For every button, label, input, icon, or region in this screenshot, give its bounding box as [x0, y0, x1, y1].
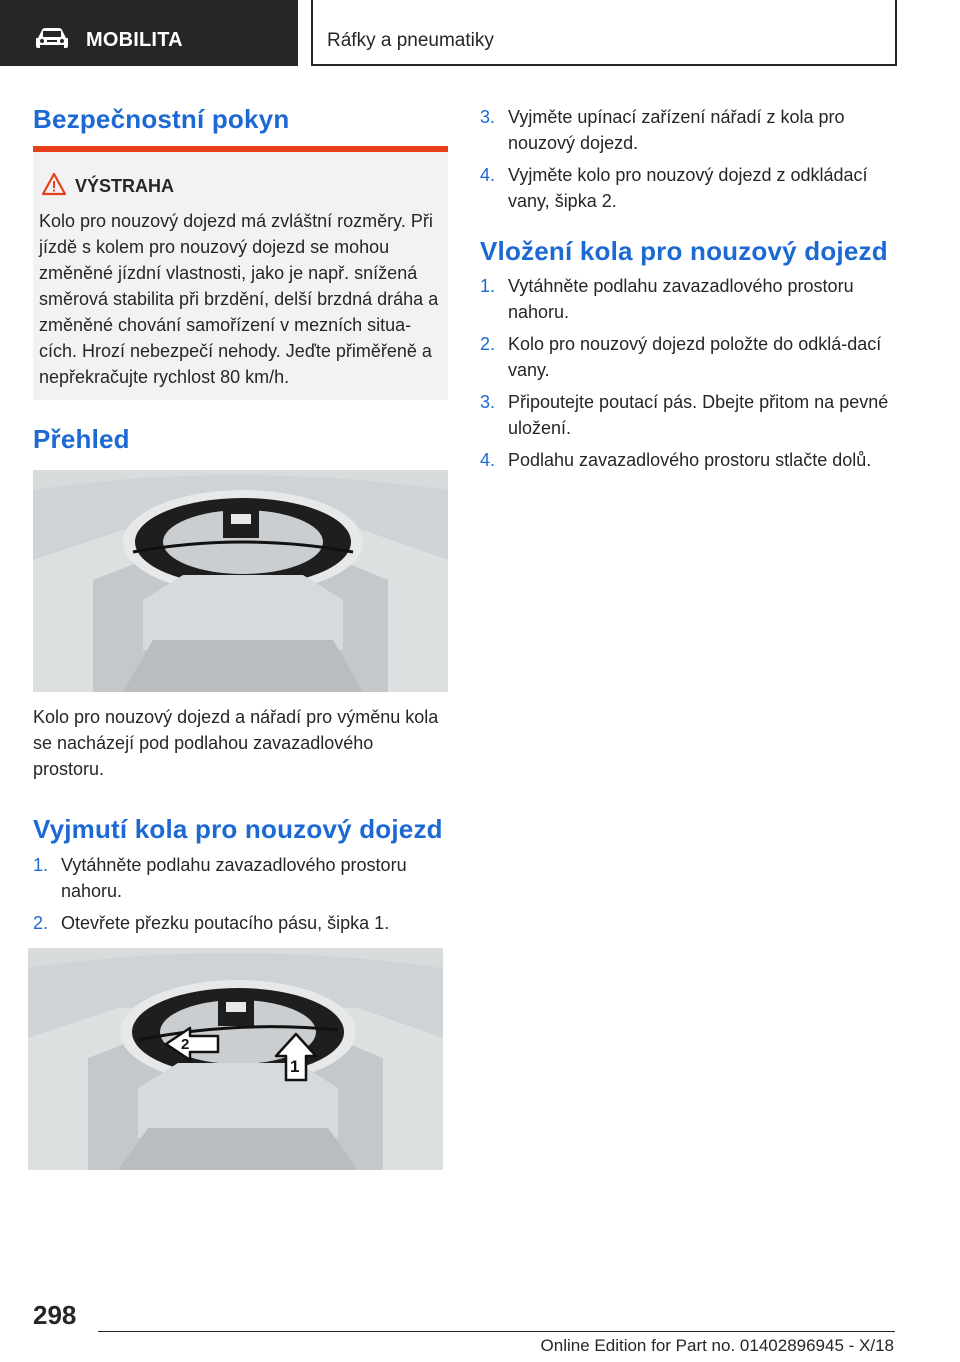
list-item — [480, 162, 900, 214]
spare-wheel-removal-image — [28, 948, 443, 1170]
insert-steps — [480, 273, 900, 473]
step-number: 4. — [480, 450, 496, 470]
step-text: Vyjměte upínací zařízení nářadí z kola pro nouzový dojezd. — [508, 107, 845, 153]
chapter-label: Ráfky a pneumatiky — [327, 30, 494, 51]
overview-heading: Přehled — [33, 424, 130, 454]
step-text: Připoutejte poutací pás. Dbejte přitom na pevné uložení. — [508, 392, 889, 438]
trunk-spare-wheel-image — [33, 470, 448, 692]
safety-heading: Bezpečnostní pokyn — [33, 104, 290, 134]
step-number: 3. — [480, 107, 496, 127]
insert-heading: Vložení kola pro nouzový dojezd — [480, 236, 888, 266]
step-number: 2. — [480, 334, 496, 354]
list-item — [480, 447, 900, 473]
list-item — [480, 389, 900, 441]
step-number: 1. — [480, 276, 496, 296]
warning-box — [33, 146, 448, 400]
car-icon — [34, 26, 70, 50]
section-tab — [0, 0, 298, 66]
list-item — [33, 852, 443, 904]
section-label: MOBILITA — [86, 29, 183, 51]
list-item — [480, 331, 900, 383]
list-item — [480, 104, 900, 156]
overview-text: Kolo pro nouzový dojezd a nářadí pro výměnu kola se nacházejí pod podlahou zavazadlového prostoru. — [33, 707, 439, 779]
removal-steps — [33, 852, 443, 936]
step-text: Podlahu zavazadlového prostoru stlačte dolů. — [508, 450, 872, 470]
footer-divider — [98, 1331, 895, 1332]
page-number: 298 — [33, 1300, 77, 1330]
step-text: Vytáhněte podlahu zavazadlového prostoru nahoru. — [61, 855, 407, 901]
step-number: 1. — [33, 855, 49, 875]
step-text: Vytáhněte podlahu zavazadlového prostoru nahoru. — [508, 276, 854, 322]
step-text: Kolo pro nouzový dojezd položte do odklá-dací vany. — [508, 334, 882, 380]
chapter-tab — [311, 0, 897, 66]
arrow-label-2: 2 — [181, 1036, 190, 1053]
step-text: Vyjměte kolo pro nouzový dojezd z odkládací vany, šipka 2. — [508, 165, 868, 211]
list-item — [480, 273, 900, 325]
removal-heading: Vyjmutí kola pro nouzový dojezd — [33, 814, 443, 844]
removal-steps-continued — [480, 104, 900, 214]
page-header — [0, 0, 960, 66]
arrow-label-1: 1 — [290, 1057, 300, 1076]
list-item — [33, 910, 443, 936]
step-number: 2. — [33, 913, 49, 933]
warning-title: VÝSTRAHA — [75, 176, 175, 196]
warning-text: Kolo pro nouzový dojezd má zvláštní rozměry. Při jízdě s kolem pro nouzový dojezd se mohou změněné jízdní vlastnosti, jako je např. snížená směrová stabilita při brzdění, delší brzdná dráha a změněné chování samořízení v mezních situa-cích. Hrozí nebezpečí nehody. Jeďte přiměřeně a nepřekračujte rychlost 80 km/h. — [39, 211, 439, 387]
step-number: 4. — [480, 165, 496, 185]
edition-note: Online Edition for Part no. 01402896945 - X/18 — [540, 1336, 894, 1355]
step-text: Otevřete přezku poutacího pásu, šipka 1. — [61, 913, 390, 933]
step-number: 3. — [480, 392, 496, 412]
warning-triangle-icon — [41, 172, 67, 196]
